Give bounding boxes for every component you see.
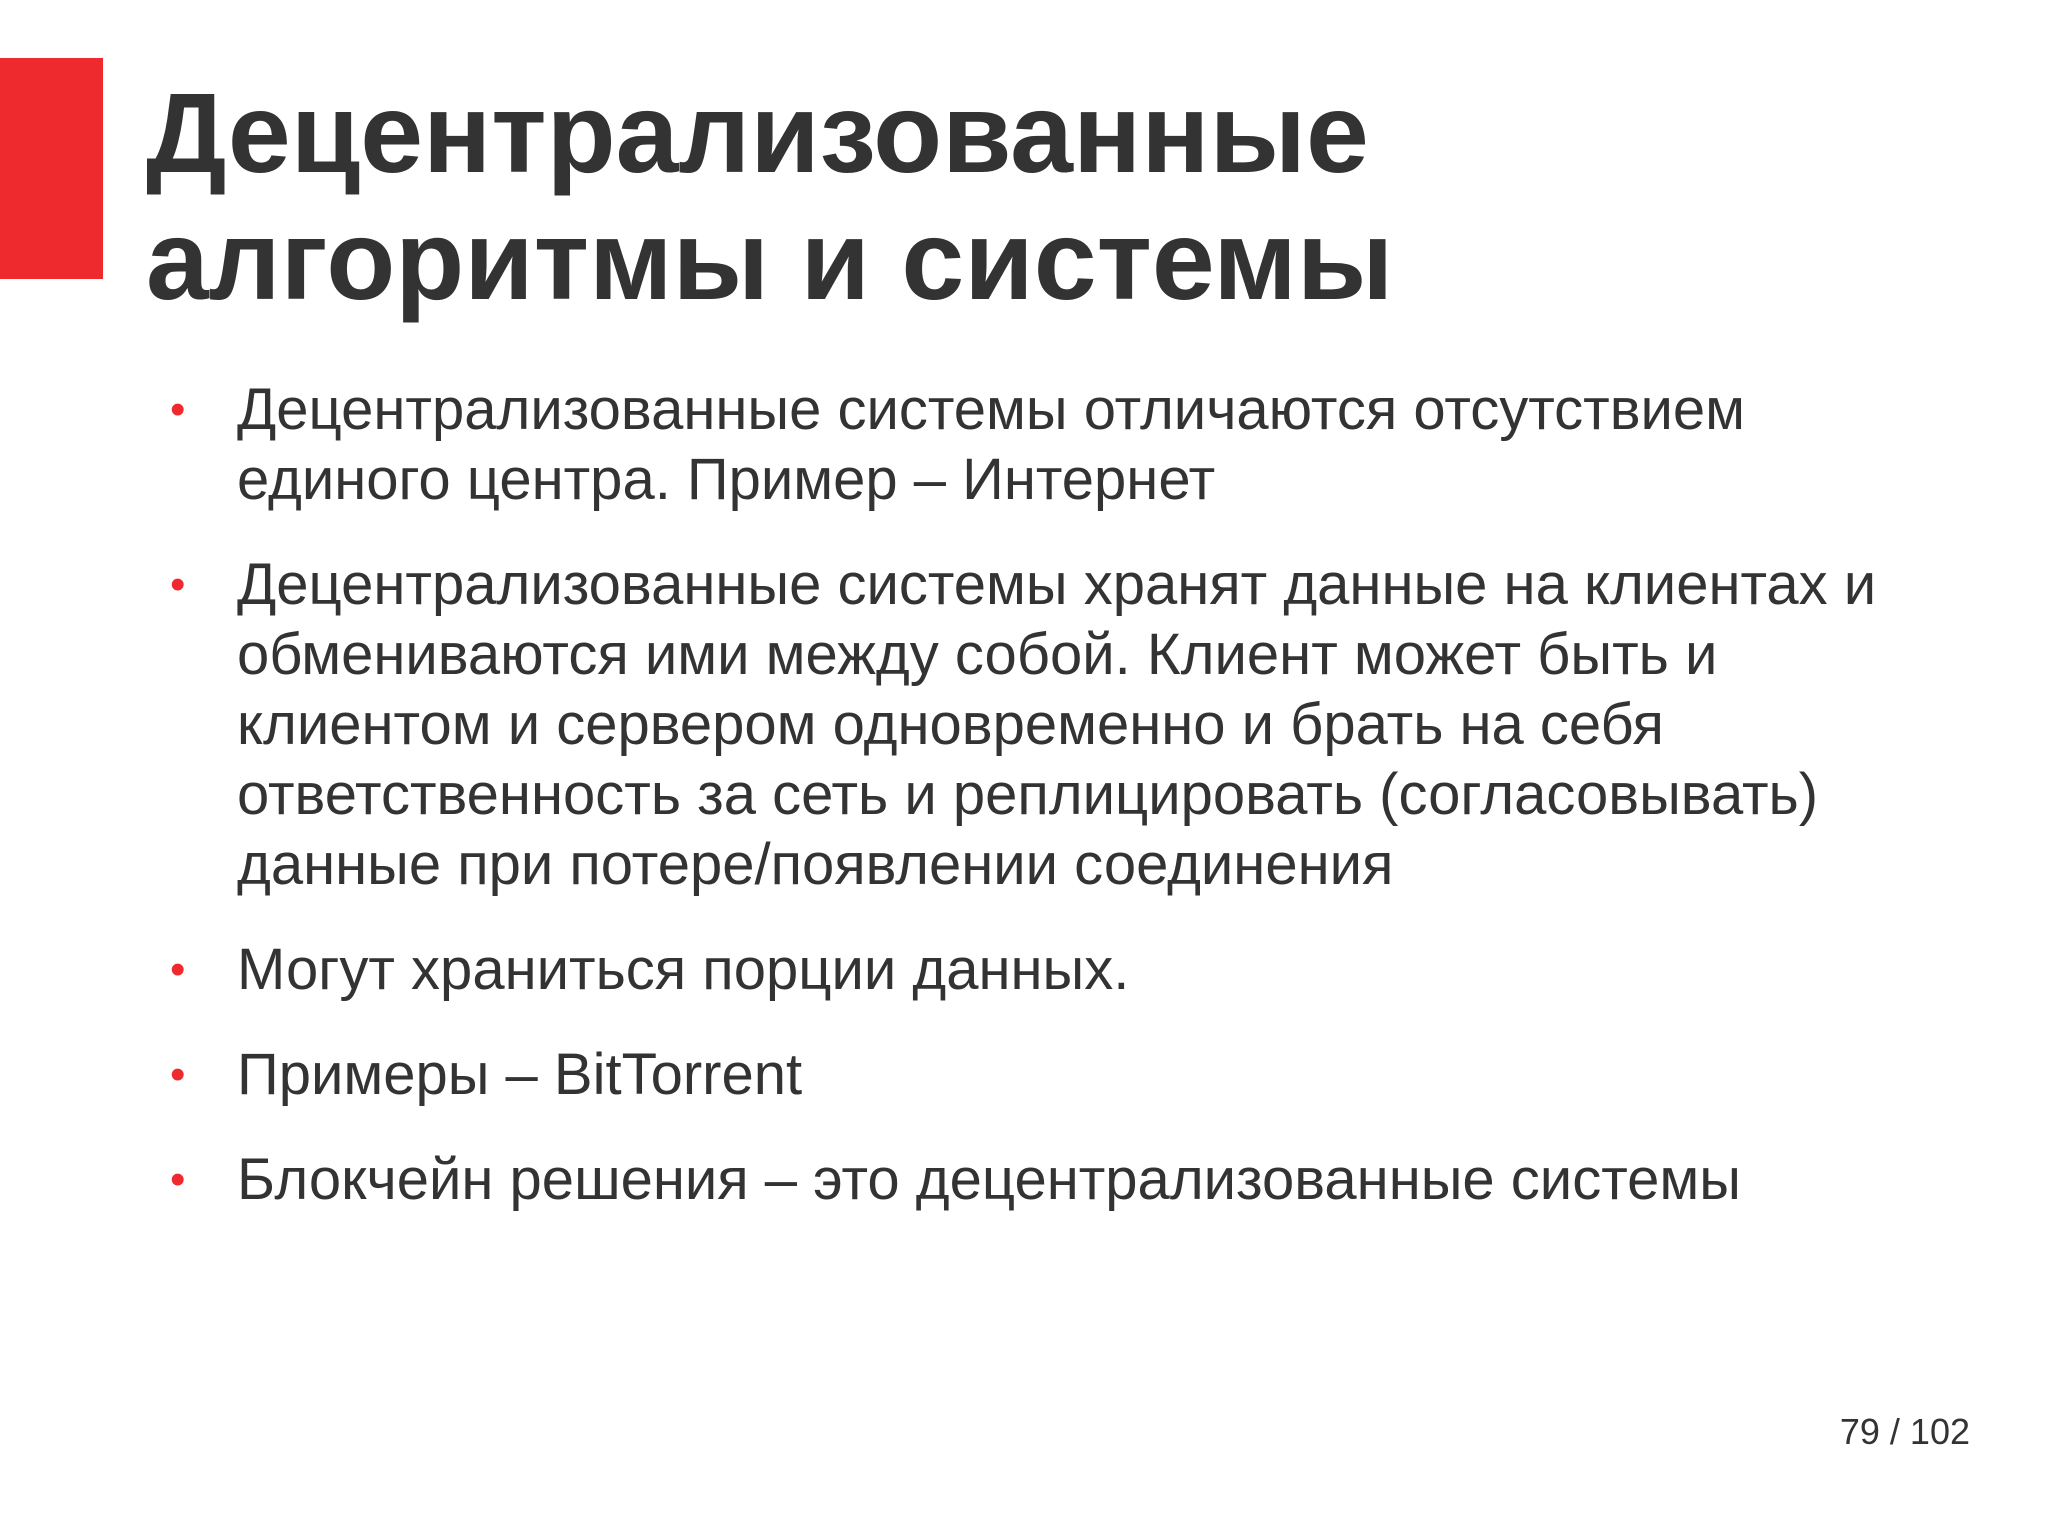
bullet-text: Блокчейн решения – это децентрализованные системы bbox=[237, 1147, 1741, 1212]
title-accent-bar bbox=[0, 58, 103, 279]
bullet-dot-icon: • bbox=[170, 560, 186, 609]
bullet-text: Децентрализованные системы хранят данные на клиентах и обмениваются ими между собой. Клиент может быть и клиентом и сервером одновременно и брать на себя ответственность за сеть и реплицировать (согласовывать) данные при потере/появлении соединения bbox=[237, 552, 1877, 897]
bullet-dot-icon: • bbox=[170, 1155, 186, 1204]
bullet-item bbox=[168, 1145, 1948, 1215]
bullet-text: Примеры – BitTorrent bbox=[237, 1042, 803, 1107]
bullet-item bbox=[168, 935, 1948, 1005]
slide-title-line-1: Децентрализованные bbox=[146, 70, 1369, 196]
bullet-text: Децентрализованные системы отличаются отсутствием единого центра. Пример – Интернет bbox=[237, 377, 1746, 512]
bullet-item bbox=[168, 375, 1948, 515]
bullet-text: Могут храниться порции данных. bbox=[237, 937, 1130, 1002]
bullet-dot-icon: • bbox=[170, 1050, 186, 1099]
page-number: 79 / 102 bbox=[1839, 1411, 1970, 1452]
slide-title-line-2: алгоритмы и системы bbox=[146, 197, 1394, 323]
bullet-dot-icon: • bbox=[170, 385, 186, 434]
slide-title bbox=[146, 70, 1946, 324]
bullet-dot-icon: • bbox=[170, 945, 186, 994]
bullet-item bbox=[168, 1040, 1948, 1110]
bullet-list bbox=[168, 375, 1948, 1250]
bullet-item bbox=[168, 550, 1948, 900]
